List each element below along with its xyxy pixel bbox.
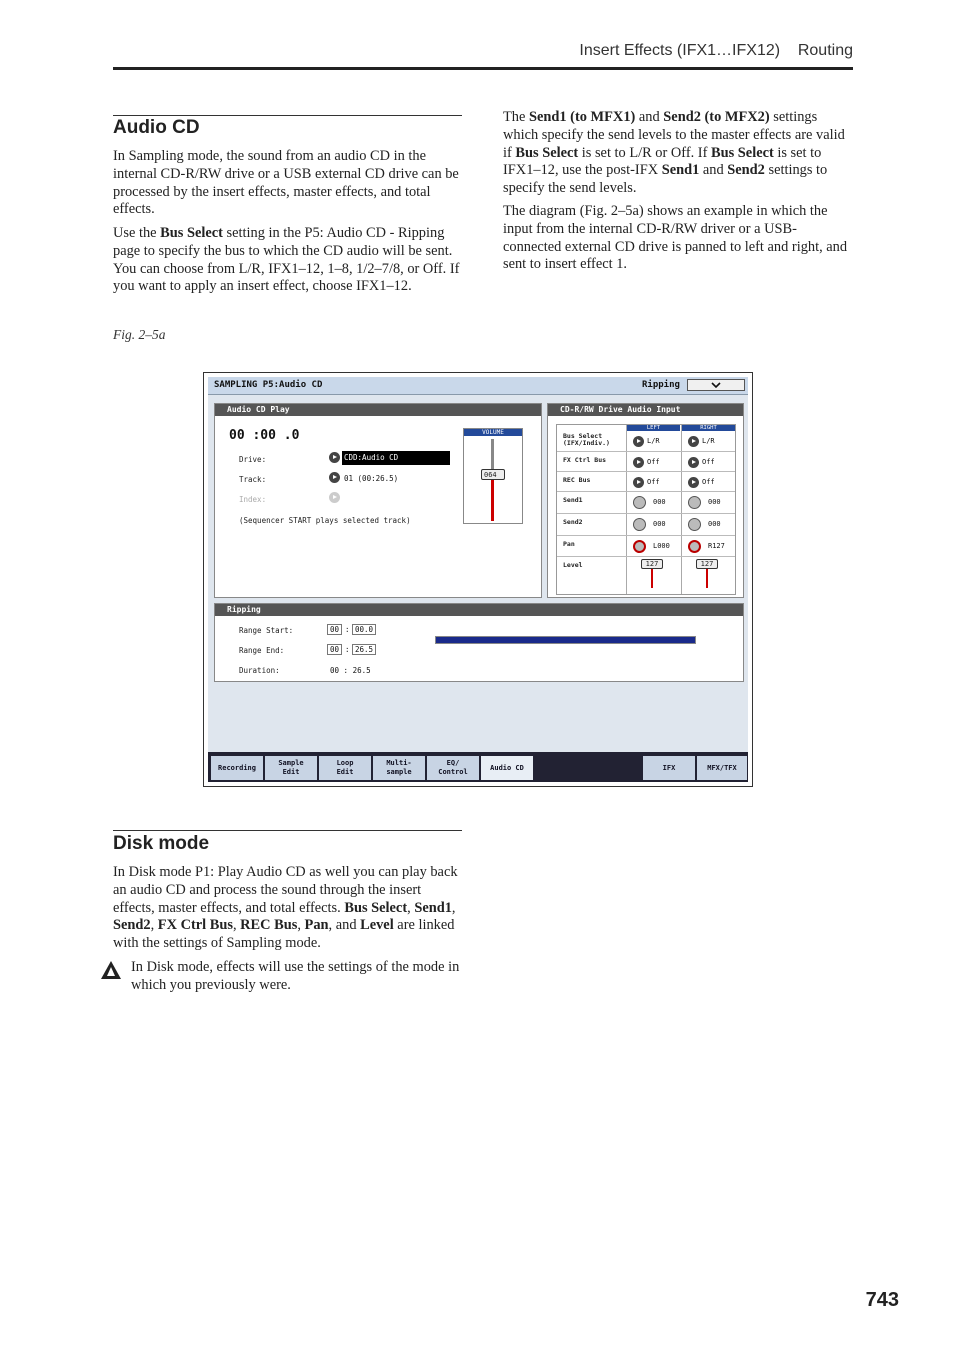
input-row-label: Send1: [563, 496, 583, 504]
input-grid: [556, 424, 736, 595]
tab-ifx[interactable]: IFX: [642, 755, 696, 781]
disk-mode-note: In Disk mode, effects will use the settings of the mode in which you previously were.: [131, 959, 460, 993]
input-row-label: Pan: [563, 540, 575, 548]
section-heading-audio-cd: Audio CD: [113, 117, 200, 138]
section-rule: [113, 115, 462, 116]
tab-sample-edit[interactable]: Sample Edit: [264, 755, 318, 781]
input-row-label: Level: [563, 561, 583, 569]
tab-multi-sample[interactable]: Multi- sample: [372, 755, 426, 781]
range-start-sec[interactable]: 00.0: [352, 624, 376, 635]
page-menu-dropdown[interactable]: [687, 379, 745, 391]
tab-audio-cd[interactable]: Audio CD: [480, 755, 534, 781]
input-row-label: REC Bus: [563, 476, 591, 484]
track-label: Track:: [239, 475, 267, 484]
chevron-right-icon[interactable]: [633, 457, 644, 468]
input-left-value[interactable]: L/R: [647, 437, 660, 445]
drive-audio-input-panel: [547, 403, 744, 598]
input-right-value[interactable]: 000: [708, 520, 721, 528]
screen-canvas: [208, 377, 748, 782]
range-start-label: Range Start:: [239, 626, 294, 635]
page-tab-bar: [208, 752, 748, 782]
drive-arrow-icon[interactable]: [329, 452, 340, 463]
duration-value: 00 : 26.5: [330, 666, 371, 675]
range-end-colon: :: [345, 645, 350, 654]
header-section: Insert Effects (IFX1…IFX12) Routing: [579, 42, 853, 59]
input-right-value[interactable]: Off: [702, 478, 715, 486]
drive-value[interactable]: CDD:Audio CD: [342, 451, 450, 465]
volume-value: 064: [484, 471, 497, 479]
grid-row-divider: [557, 471, 735, 472]
input-row-label: Send2: [563, 518, 583, 526]
play-time: 00 :00 .0: [229, 428, 300, 443]
range-start-colon: :: [345, 625, 350, 634]
index-arrow-icon: [329, 492, 340, 503]
chevron-down-icon: [710, 380, 722, 390]
track-value[interactable]: 01 (00:26.5): [344, 474, 399, 483]
input-left-value[interactable]: 000: [653, 520, 666, 528]
input-left-value[interactable]: Off: [647, 478, 660, 486]
ripping-panel: [214, 603, 744, 682]
knob-icon[interactable]: [688, 496, 701, 509]
audio-cd-play-panel: [214, 403, 542, 598]
grid-row-divider: [557, 556, 735, 557]
input-row-label: FX Ctrl Bus: [563, 456, 607, 464]
running-header: [113, 42, 853, 66]
knob-icon[interactable]: [688, 540, 701, 553]
page-number: 743: [865, 1289, 899, 1311]
input-left-value[interactable]: L000: [653, 542, 670, 550]
ripping-panel-title: Ripping: [215, 604, 743, 616]
screen-title: SAMPLING P5:Audio CD: [214, 380, 323, 390]
range-bar[interactable]: [435, 636, 696, 644]
input-right-value[interactable]: R127: [708, 542, 725, 550]
input-right-value[interactable]: 000: [708, 498, 721, 506]
input-right-value[interactable]: Off: [702, 458, 715, 466]
tab-loop-edit[interactable]: Loop Edit: [318, 755, 372, 781]
tab-mfx-tfx[interactable]: MFX/TFX: [696, 755, 748, 781]
index-label: Index:: [239, 495, 267, 504]
knob-icon[interactable]: [688, 518, 701, 531]
level-slider-handle[interactable]: 127: [696, 559, 718, 569]
volume-label: VOLUME: [464, 429, 522, 436]
right-header: RIGHT: [682, 425, 735, 431]
sequencer-note: (Sequencer START plays selected track): [239, 516, 411, 525]
play-panel-title: Audio CD Play: [215, 404, 541, 416]
input-left-value[interactable]: 000: [653, 498, 666, 506]
range-end-min[interactable]: 00: [327, 644, 342, 655]
range-start-min[interactable]: 00: [327, 624, 342, 635]
input-left-value[interactable]: Off: [647, 458, 660, 466]
audio-cd-para1: In Sampling mode, the sound from an audio CD in the internal CD-R/RW drive or a USB external CD drive can be processed by the insert effects, master effects, and total effects.: [113, 148, 459, 218]
screen-titlebar: [208, 377, 748, 395]
grid-row-divider: [557, 513, 735, 514]
page-menu-label: Ripping: [642, 380, 680, 390]
knob-icon[interactable]: [633, 496, 646, 509]
volume-box: [463, 428, 523, 524]
left-header: LEFT: [627, 425, 680, 431]
input-panel-title: CD-R/RW Drive Audio Input: [548, 404, 743, 416]
chevron-right-icon[interactable]: [633, 477, 644, 488]
grid-row-divider: [557, 535, 735, 536]
input-right-value[interactable]: L/R: [702, 437, 715, 445]
chevron-right-icon[interactable]: [688, 457, 699, 468]
section-heading-disk-mode: Disk mode: [113, 833, 210, 854]
screen-figure: [203, 372, 753, 787]
duration-label: Duration:: [239, 666, 280, 675]
volume-slider-handle[interactable]: [481, 469, 505, 480]
input-row-label: Bus Select (IFX/Indiv.): [563, 432, 610, 447]
tab-recording[interactable]: Recording: [210, 755, 264, 781]
knob-icon[interactable]: [633, 540, 646, 553]
audio-cd-para4: The diagram (Fig. 2–5a) shows an example in which the input from the internal CD-R/RW driver or a USB-connected external CD drive is panned to left and right, and sent to insert effect 1.: [503, 203, 848, 273]
grid-row-divider: [557, 491, 735, 492]
chevron-right-icon[interactable]: [688, 436, 699, 447]
chevron-right-icon[interactable]: [633, 436, 644, 447]
chevron-right-icon[interactable]: [688, 477, 699, 488]
knob-icon[interactable]: [633, 518, 646, 531]
audio-cd-para2: Use the Bus Select setting in the P5: Audio CD - Ripping page to specify the bus to which the CD audio will be sent. You can choose from L/R, IFX1–12, 1–8, 1/2–7/8, or Off. If you want to apply an insert effect, choose IFX1–12.: [113, 225, 460, 295]
range-end-label: Range End:: [239, 646, 285, 655]
range-end-sec[interactable]: 26.5: [352, 644, 376, 655]
section-rule-disk: [113, 830, 462, 831]
audio-cd-para3: The Send1 (to MFX1) and Send2 (to MFX2) settings which specify the send levels to the master effects are valid if Bus Select is set to L/R or Off. If Bus Select is set to IFX1–12, use the post-IFX Send1 and Send2 settings to specify the send levels.: [503, 109, 845, 197]
figure-caption: Fig. 2–5a: [113, 327, 166, 342]
track-arrow-icon[interactable]: [329, 472, 340, 483]
level-slider-handle[interactable]: 127: [641, 559, 663, 569]
level-slider-stem: [706, 566, 708, 588]
grid-row-divider: [557, 451, 735, 452]
caution-icon: [100, 960, 122, 980]
level-slider-stem: [651, 566, 653, 588]
header-rule: [113, 67, 853, 70]
disk-mode-para1: In Disk mode P1: Play Audio CD as well you can play back an audio CD and process the sound through the insert effects, master effects, and total effects. Bus Select, Send1, Send2, FX Ctrl Bus, REC Bus, Pan, and Level are linked with the settings of Sampling mode.: [113, 864, 458, 952]
drive-label: Drive:: [239, 455, 267, 464]
tab-eq-control[interactable]: EQ/ Control: [426, 755, 480, 781]
